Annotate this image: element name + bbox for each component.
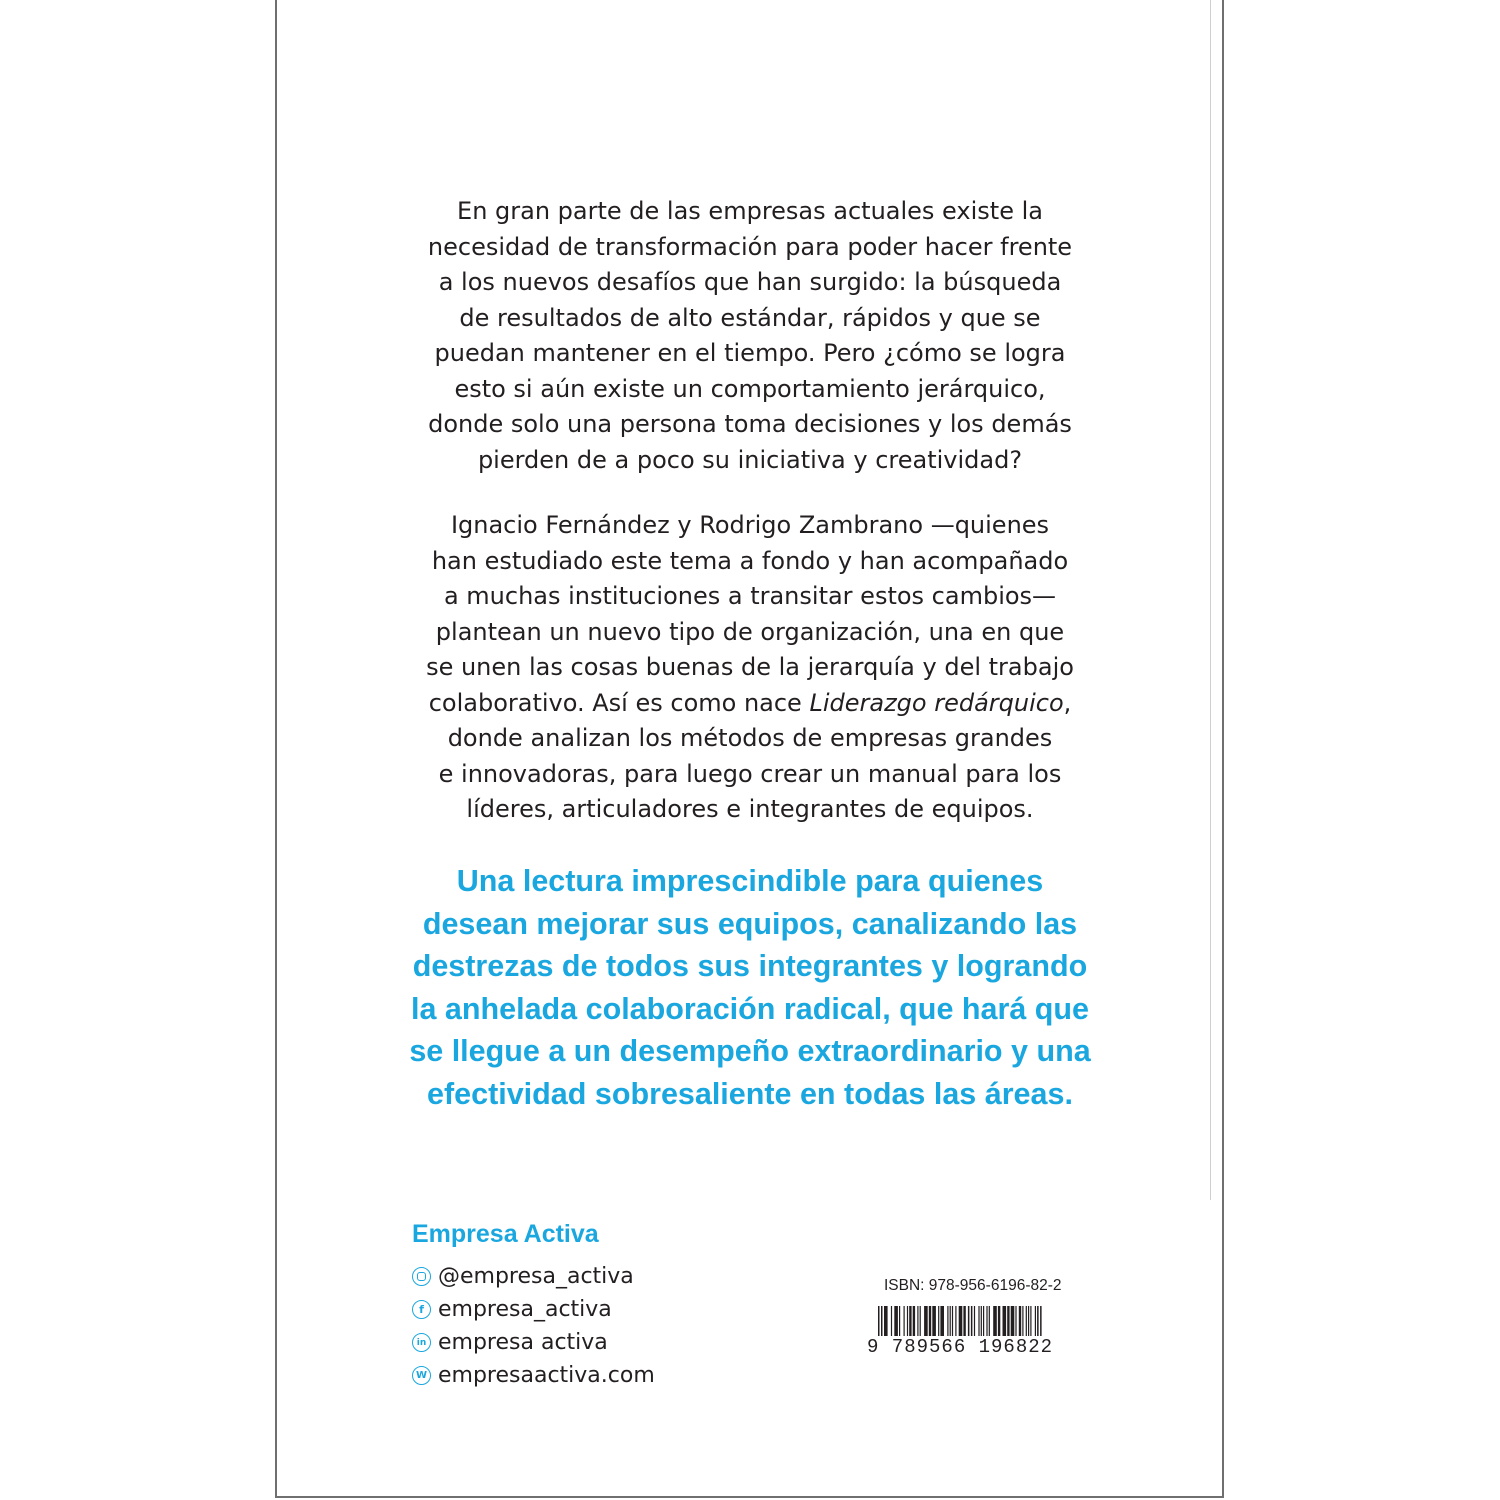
social-label: empresa activa [438, 1330, 608, 1355]
highlight-quote [400, 860, 1100, 1115]
highlight-line: se llegue a un desempeño extraordinario y una [409, 1034, 1091, 1068]
synopsis-line: a los nuevos desafíos que han surgido: la búsqueda [438, 268, 1062, 296]
highlight-line: destrezas de todos sus integrantes y logrando [412, 949, 1088, 983]
synopsis-line: pierden de a poco su iniciativa y creatividad? [477, 445, 1023, 474]
synopsis-line: En gran parte de las empresas actuales existe la [457, 197, 1043, 225]
highlight-line: efectividad sobresaliente en todas las áreas. [427, 1076, 1073, 1111]
highlight-line: desean mejorar sus equipos, canalizando las [422, 906, 1078, 941]
website-icon: W [412, 1366, 431, 1385]
synopsis-line: han estudiado este tema a fondo y han acompañado [431, 546, 1069, 575]
synopsis-paragraph-1 [400, 194, 1100, 478]
synopsis-text: , [1063, 688, 1072, 717]
synopsis-line: e innovadoras, para luego crear un manual para los [438, 759, 1062, 788]
linkedin-icon: in [412, 1333, 431, 1352]
spine-guide-line [1210, 0, 1211, 1200]
social-item-facebook[interactable] [412, 1293, 655, 1326]
synopsis-line: donde analizan los métodos de empresas grandes [447, 724, 1053, 752]
synopsis-text: colaborativo. Así es como nace [428, 688, 810, 717]
synopsis-line: plantean un nuevo tipo de organización, una en que [435, 617, 1065, 646]
synopsis-line: Ignacio Fernández y Rodrigo Zambrano —quienes [450, 511, 1050, 539]
book-title: Liderazgo redárquico [809, 688, 1064, 717]
synopsis-line: necesidad de transformación para poder hacer frente [427, 232, 1073, 261]
barcode-digits: 9 789566 196822 [867, 1336, 1054, 1358]
synopsis-line: líderes, articuladores e integrantes de equipos. [466, 795, 1034, 823]
synopsis-line: donde solo una persona toma decisiones y los demás [428, 410, 1072, 438]
publisher-name: Empresa Activa [412, 1220, 599, 1248]
synopsis-line: esto si aún existe un comportamiento jerárquico, [454, 374, 1046, 403]
synopsis-line [400, 686, 1100, 722]
highlight-line: Una lectura imprescindible para quienes [456, 864, 1044, 898]
social-label: empresaactiva.com [438, 1363, 655, 1388]
social-item-linkedin[interactable] [412, 1326, 655, 1359]
synopsis-paragraph-2 [400, 508, 1100, 828]
facebook-icon: f [412, 1300, 431, 1319]
social-label: @empresa_activa [438, 1264, 634, 1289]
synopsis-line: de resultados de alto estándar, rápidos y que se [459, 303, 1041, 332]
social-item-website[interactable] [412, 1359, 655, 1392]
social-links [412, 1260, 655, 1392]
synopsis-line: a muchas instituciones a transitar estos cambios— [443, 582, 1057, 610]
social-item-instagram[interactable] [412, 1260, 655, 1293]
synopsis-line: se unen las cosas buenas de la jerarquía y del trabajo [426, 653, 1074, 681]
instagram-icon [412, 1267, 431, 1286]
highlight-line: la anhelada colaboración radical, que hará que [411, 991, 1089, 1026]
isbn-label: ISBN: 978-956-6196-82-2 [884, 1277, 1062, 1294]
synopsis-line: puedan mantener en el tiempo. Pero ¿cómo se logra [434, 339, 1066, 367]
social-label: empresa_activa [438, 1297, 612, 1322]
